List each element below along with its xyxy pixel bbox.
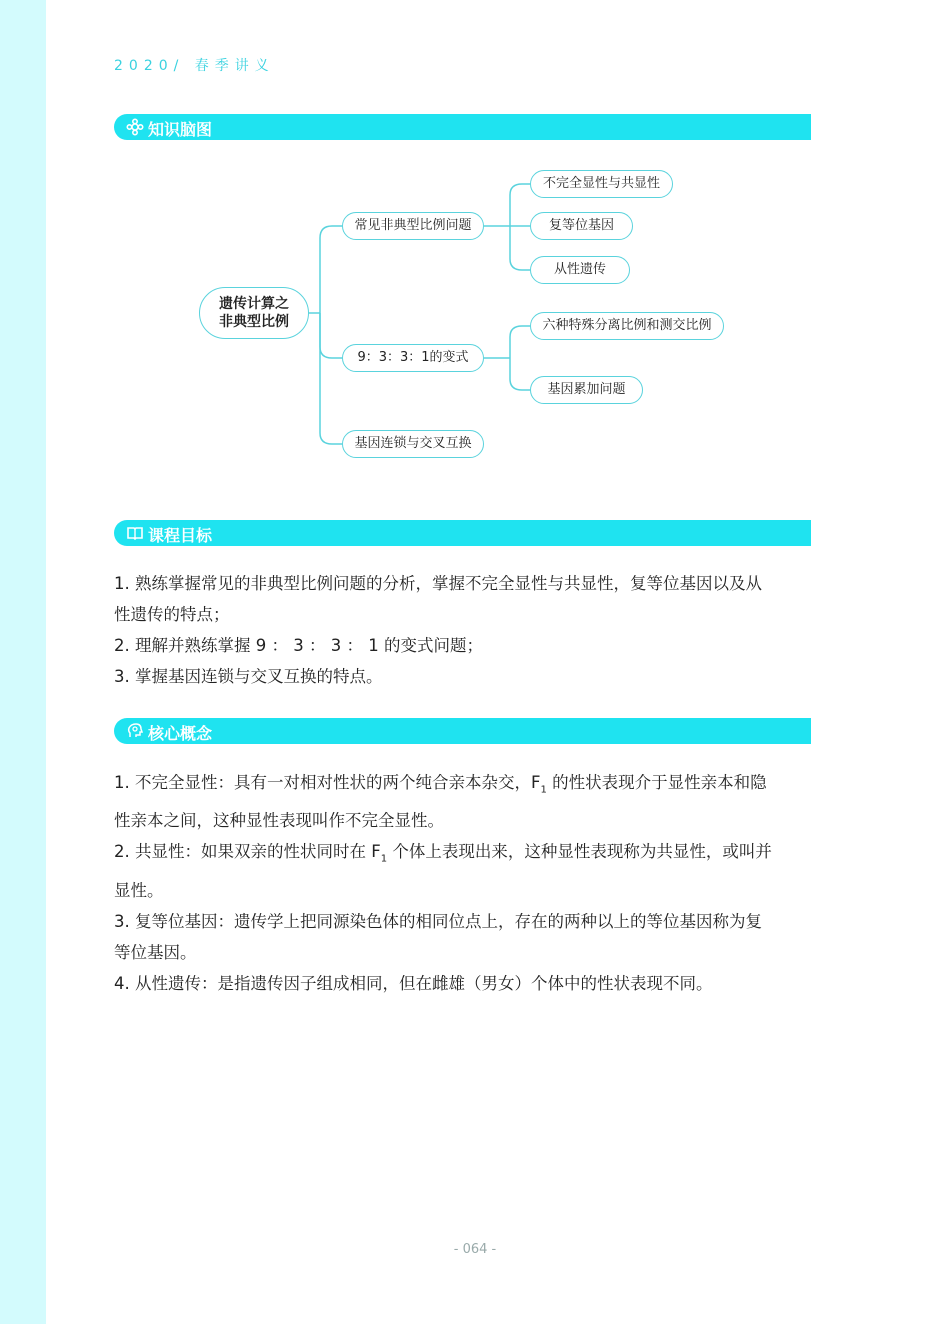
mindmap-branch-2: 9：3：3：1的变式 [342, 344, 484, 372]
mindmap-leaf: 从性遗传 [530, 256, 630, 284]
concept-item: 4. 从性遗传：是指遗传因子组成相同，但在雌雄（男女）个体中的性状表现不同。 [114, 973, 713, 993]
root-line-1: 遗传计算之 [219, 296, 289, 312]
goal-item: 2. 理解并熟练掌握 9 ： 3 ： 3 ： 1 的变式问题； [114, 636, 483, 655]
mindmap-branch-3: 基因连锁与交叉互换 [342, 430, 484, 458]
mindmap-root-node [199, 287, 309, 339]
page-header: 2020/ 春季讲义 [114, 58, 275, 74]
mindmap-leaf: 不完全显性与共显性 [530, 170, 673, 198]
page-number: - 064 - [453, 1242, 497, 1257]
book-icon [126, 524, 144, 542]
section-title: 课程目标 [148, 526, 213, 545]
concept-item: 3. 复等位基因：遗传学上把同源染色体的相同位点上，存在的两种以上的等位基因称为复 等位基因。 [114, 911, 762, 962]
mindmap-leaf: 基因累加问题 [530, 376, 643, 404]
head-icon [126, 722, 144, 740]
mindmap-branch-1: 常见非典型比例问题 [342, 212, 484, 240]
section-title: 核心概念 [148, 724, 213, 743]
section-bar-goals [114, 520, 811, 546]
goal-item: 3. 掌握基因连锁与交叉互换的特点。 [114, 667, 383, 686]
concepts-list [114, 767, 814, 999]
concept-item: 1. 不完全显性：具有一对相对性状的两个纯合亲本杂交，$F_1$ 的性状表现介于显性亲本和隐 性亲本之间，这种显性表现叫作不完全显性。 [114, 773, 767, 831]
goal-item: 1. 熟练掌握常见的非典型比例问题的分析，掌握不完全显性与共显性，复等位基因以及从 性遗传的特点； [114, 574, 762, 624]
goals-list [114, 568, 814, 692]
concept-item: 2. 共显性：如果双亲的性状同时在 $F_1$ 个体上表现出来，这种显性表现称为共显性，或叫并 显性。 [114, 842, 772, 900]
section-title: 知识脑图 [148, 120, 213, 139]
root-line-2: 非典型比例 [219, 314, 289, 330]
section-bar-concepts [114, 718, 811, 744]
mindmap-leaf: 复等位基因 [530, 212, 633, 240]
mindmap-leaf: 六种特殊分离比例和测交比例 [530, 312, 724, 340]
